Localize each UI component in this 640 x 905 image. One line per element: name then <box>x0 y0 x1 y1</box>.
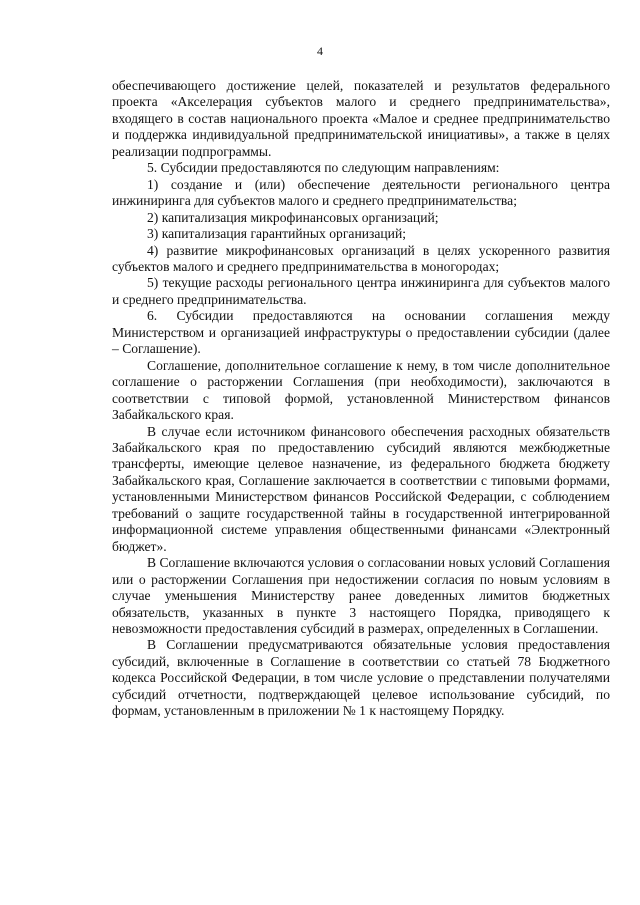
paragraph-mandatory-conditions: В Соглашении предусматриваются обязательные условия предоставления субсидий, включенные в Соглашение в соответствии со статьей 78 Бюджетного кодекса Российской Федерации, в том числе условие о представлении получателями субсидий отчетности, подтверждающей целевое использование субсидий, по формам, установленным в приложении № 1 к настоящему Порядку. <box>112 637 610 719</box>
paragraph-subitem-2: 2) капитализация микрофинансовых организаций; <box>147 209 439 225</box>
paragraph-subitem-5: 5) текущие расходы регионального центра инжиниринга для субъектов малого и среднего предпринимательства. <box>112 275 610 307</box>
paragraph-intro-continuation: обеспечивающего достижение целей, показателей и результатов федерального проекта «Акселерация субъектов малого и среднего предпринимательства», входящего в состав национального проекта «Малое и среднее предпринимательство и поддержка индивидуальной предпринимательской инициативы», а также в целях реализации подпрограммы. <box>112 78 610 159</box>
paragraph-subitem-1: 1) создание и (или) обеспечение деятельности регионального центра инжиниринга для субъектов малого и среднего предпринимательства; <box>112 176 610 209</box>
page-number: 4 <box>317 44 323 58</box>
paragraph-agreement: Соглашение, дополнительное соглашение к нему, в том числе дополнительное соглашение о расторжении Соглашения (при необходимости), заключаются в соответствии с типовой формой, установленной Министерством финансов Забайкальского края. <box>112 357 610 423</box>
paragraph-subitem-4: 4) развитие микрофинансовых организаций в целях ускоренного развития субъектов малого и среднего предпринимательства в моногородах; <box>112 242 610 274</box>
paragraph-federal-transfers: В случае если источником финансового обеспечения расходных обязательств Забайкальского края по предоставлению субсидий являются межбюджетные трансферты, имеющие целевое назначение, из федерального бюджета бюджету Забайкальского края, Соглашение заключается в соответствии с типовыми формами, установленными Министерством финансов Российской Федерации, с соблюдением требований о защите государственной тайны в государственной интегрированной информационной системе управления общественными финансами «Электронный бюджет». <box>112 423 610 554</box>
paragraph-item-6: 6. Субсидии предоставляются на основании соглашения между Министерством и организацией инфраструктуры о предоставлении субсидии (далее – Соглашение). <box>112 308 610 357</box>
paragraph-agreement-conditions: В Соглашение включаются условия о согласовании новых условий Соглашения или о расторжении Соглашения при недостижении согласия по новым условиям в случае уменьшения Министерству ранее доведенных лимитов бюджетных обязательств, указанных в пункте 3 настоящего Порядка, приводящего к невозможности предоставления субсидий в размерах, определенных в Соглашении. <box>112 555 610 636</box>
paragraph-subitem-3: 3) капитализация гарантийных организаций; <box>147 226 407 242</box>
document-body <box>112 78 610 720</box>
paragraph-item-5: 5. Субсидии предоставляются по следующим направлениям: <box>147 160 500 176</box>
